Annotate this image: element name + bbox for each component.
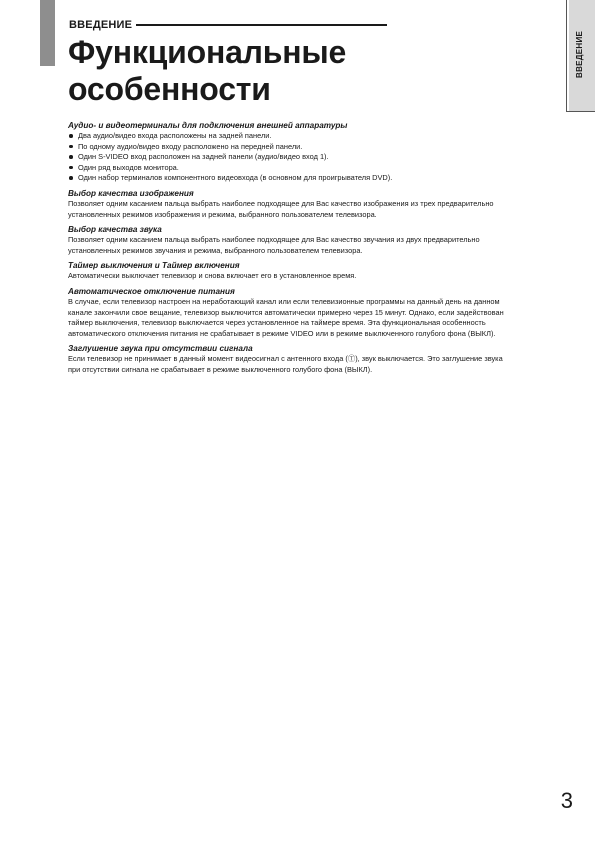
list-item — [68, 131, 508, 142]
header-accent-bar — [40, 0, 55, 66]
section-label — [69, 19, 387, 31]
list-item-text: По одному аудио/видео входу расположено на передней панели. — [78, 141, 303, 151]
feature-body: В случае, если телевизор настроен на неработающий канал или если телевизионные программы на данный день на данном канале закончили свое вещание, телевизор выключится автоматически примерно через 15 минут. Однако, если задействован таймер выключения, телевизор выключается через установленное на таймере время. Эта функциональная особенность автоматического отключения питания не срабатывает в режиме VIDEO или в режиме выключенного голубого фона (ВЫКЛ). — [68, 296, 504, 338]
terminal-list — [68, 131, 508, 184]
side-tab-label: ВВЕДЕНИЕ — [575, 30, 584, 78]
feature-heading: Автоматическое отключение питания — [68, 286, 235, 296]
feature-heading: Выбор качества изображения — [68, 188, 194, 198]
list-item-text: Один ряд выходов монитора. — [78, 162, 179, 172]
list-item — [68, 152, 508, 163]
feature-body: Позволяет одним касанием пальца выбрать наиболее подходящее для Вас качество изображения из трех предварительно установленных режимов изображения и режима, выбранного пользователем телевизора. — [68, 198, 494, 219]
feature-picture — [68, 188, 508, 220]
list-item-text: Два аудио/видео входа расположены на задней панели. — [78, 131, 272, 140]
list-item — [68, 142, 508, 153]
list-item — [68, 173, 508, 184]
feature-auto-off — [68, 286, 508, 339]
feature-timer — [68, 260, 508, 282]
bullet-icon — [69, 176, 73, 180]
features-content — [68, 120, 508, 380]
section-label-rule — [136, 24, 387, 26]
bullet-icon — [69, 134, 73, 138]
page-title — [68, 34, 508, 108]
side-tab — [566, 0, 595, 112]
feature-mute — [68, 343, 508, 375]
list-item-text: Один набор терминалов компонентного видеовхода (в основном для проигрывателя DVD). — [78, 173, 393, 183]
feature-body: Позволяет одним касанием пальца выбрать наиболее подходящее для Вас качество звучания из двух предварительно установленных режимов звучания и режима, выбранного пользователем телевизора. — [68, 235, 480, 255]
page-number: 3 — [560, 788, 573, 813]
feature-heading: Аудио- и видеотерминалы для подключения внешней аппаратуры — [68, 121, 348, 130]
feature-sound — [68, 224, 508, 256]
bullet-icon — [69, 145, 73, 149]
feature-body: Автоматически выключает телевизор и снова включает его в установленное время. — [68, 271, 357, 281]
feature-terminals — [68, 120, 508, 184]
bullet-icon — [69, 155, 73, 159]
feature-heading: Заглушение звука при отсутствии сигнала — [68, 344, 253, 354]
list-item-text: Один S-VIDEO вход расположен на задней панели (аудио/видео вход 1). — [78, 152, 329, 162]
bullet-icon — [69, 166, 73, 170]
feature-body: Если телевизор не принимает в данный момент видеосигнал с антенного входа (Ⓣ), звук выключается. Это заглушение звука при отсутствии сигнала не срабатывает в режиме выключенного голубого фона (ВЫКЛ). — [68, 354, 503, 374]
feature-heading: Таймер выключения и Таймер включения — [68, 261, 240, 271]
list-item — [68, 163, 508, 174]
section-label-text: ВВЕДЕНИЕ — [69, 19, 133, 31]
feature-heading: Выбор качества звука — [68, 225, 162, 235]
page-title-line2: особенности — [68, 71, 271, 107]
page-title-line1: Функциональные — [68, 34, 347, 70]
